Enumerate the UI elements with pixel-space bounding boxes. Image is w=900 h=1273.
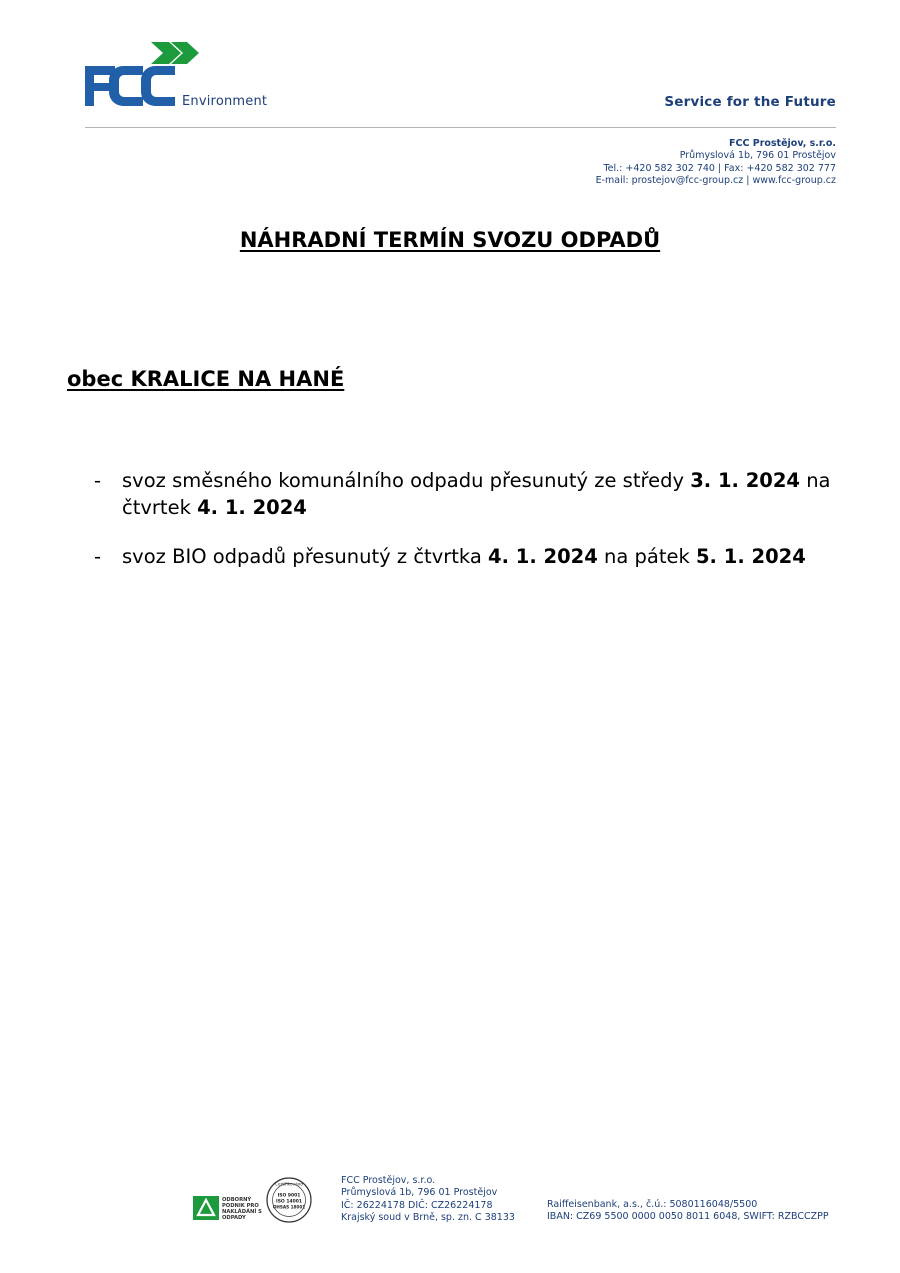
waste-company-badge-icon [193, 1196, 219, 1220]
cert-ohsas: OHSAS 18001 [272, 1204, 306, 1210]
new-date: 5. 1. 2024 [695, 545, 806, 568]
company-phone-fax: Tel.: +420 582 302 740 | Fax: +420 582 302 777 [603, 162, 836, 174]
list-dash: - [94, 469, 102, 492]
header-divider [85, 127, 836, 128]
footer-address: Průmyslová 1b, 796 01 Prostějov [341, 1187, 498, 1199]
tagline: Service for the Future [664, 94, 836, 110]
new-date: 4. 1. 2024 [197, 496, 307, 519]
footer-iban: IBAN: CZ69 5500 0000 0050 8011 6048, SWIFT: RZBCCZPP [547, 1211, 829, 1223]
footer-bank: Raiffeisenbank, a.s., č.ú.: 5080116048/5500 [547, 1199, 758, 1210]
footer-bank-info [547, 1199, 829, 1224]
list-item-text [122, 543, 834, 570]
company-name: FCC Prostějov, s.r.o. [728, 138, 836, 149]
item-text: svoz BIO odpadů přesunutý z čtvrtka [122, 545, 488, 568]
item-text: svoz směsného komunálního odpadu přesunutý ze středy [122, 469, 691, 492]
list-item [94, 467, 834, 521]
badge-text: ODBORNÝ PODNIK PRO NAKLÁDÁNÍ S ODPADY [222, 1197, 262, 1221]
item-text: na čtvrtek [122, 469, 831, 519]
item-text: na pátek [597, 545, 696, 568]
company-contact-block [596, 138, 836, 187]
list-dash: - [94, 545, 102, 568]
list-item-text [122, 467, 834, 521]
company-email-web: E-mail: prostejov@fcc-group.cz | www.fcc-group.cz [595, 174, 836, 186]
cert-iso9001: ISO 9001 [277, 1193, 301, 1199]
page-title: NÁHRADNÍ TERMÍN SVOZU ODPADŮ [239, 228, 661, 252]
original-date: 4. 1. 2024 [488, 545, 598, 568]
cert-iso14001: ISO 14001 [276, 1199, 302, 1205]
certification-seal-icon [266, 1177, 312, 1223]
footer-company: FCC Prostějov, s.r.o. [341, 1175, 436, 1186]
original-date: 3. 1. 2024 [690, 469, 800, 492]
list-item [94, 543, 834, 570]
footer-court: Krajský soud v Brně, sp. zn. C 38133 [341, 1212, 515, 1224]
footer-ids: IČ: 26224178 DIČ: CZ26224178 [341, 1199, 493, 1211]
footer-company-info [341, 1175, 515, 1225]
municipality-heading: obec KRALICE NA HANÉ [67, 367, 345, 391]
logo-subtext: Environment [182, 94, 268, 109]
cert-top-text: Certifikováno [275, 1181, 303, 1187]
company-address: Průmyslová 1b, 796 01 Prostějov [679, 150, 836, 162]
